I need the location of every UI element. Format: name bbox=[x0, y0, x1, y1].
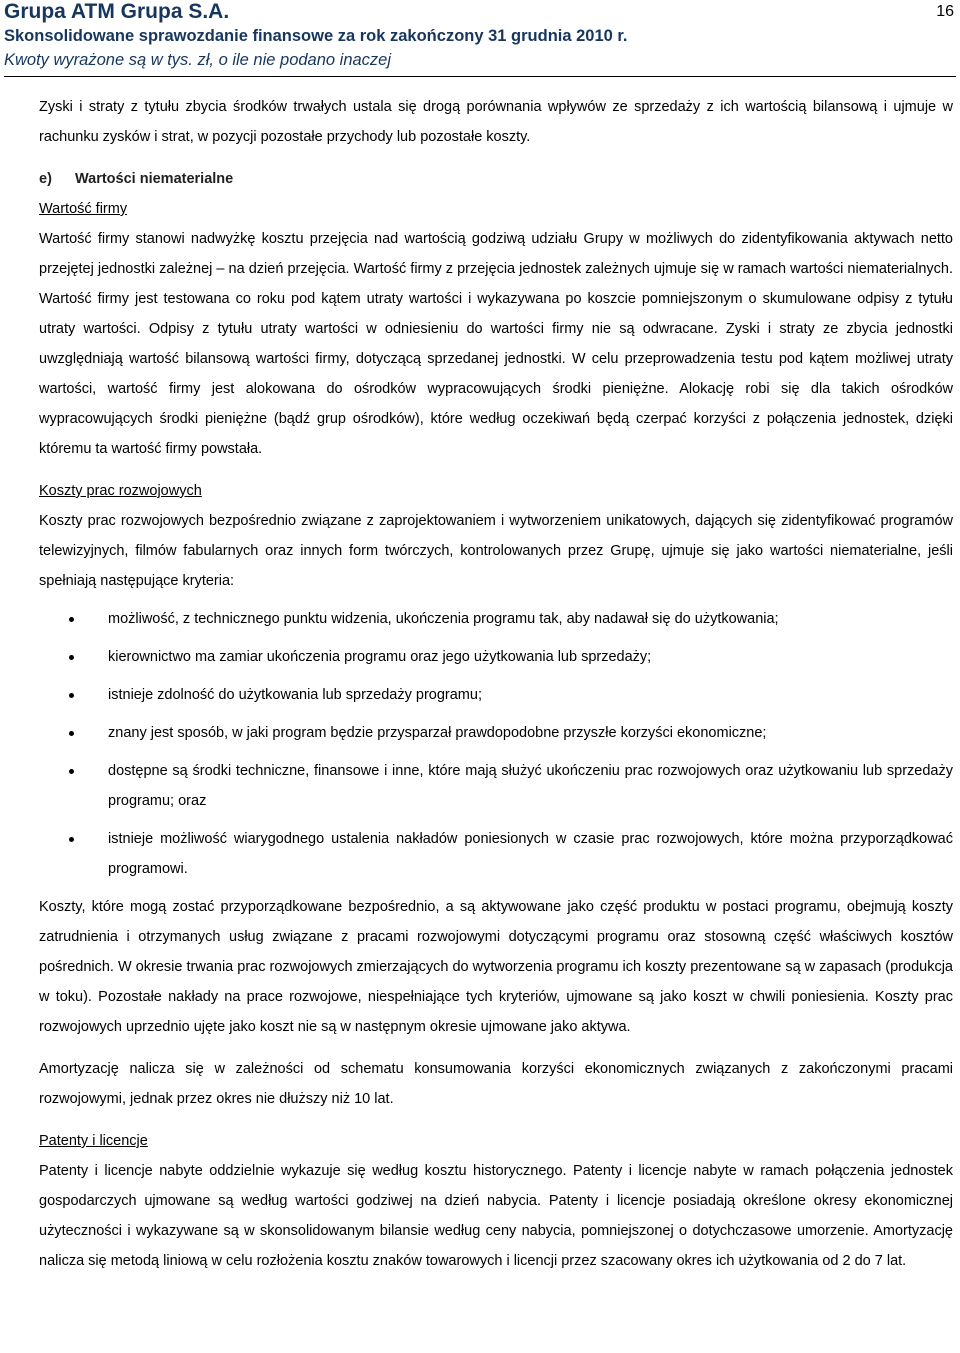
list-item-text: znany jest sposób, w jaki program będzie przysparzał prawdopodobne przyszłe korzyści ekonomiczne; bbox=[108, 725, 767, 741]
document-body bbox=[39, 92, 953, 1276]
list-item bbox=[39, 642, 953, 672]
development-heading: Koszty prac rozwojowych bbox=[39, 483, 202, 499]
list-item bbox=[39, 756, 953, 816]
section-letter: e) bbox=[39, 171, 52, 187]
bullet-icon bbox=[69, 693, 74, 698]
list-item bbox=[39, 604, 953, 634]
units-note: Kwoty wyrażone są w tys. zł, o ile nie podano inaczej bbox=[4, 51, 392, 69]
development-paragraph: Koszty prac rozwojowych bezpośrednio związane z zaprojektowaniem i wytworzeniem unikatowych, dających się zidentyfikować programów telewizyjnych, filmów fabularnych oraz innych form twórczych, kontrolowanych przez Grupę, ujmuje się jako wartości niematerialne, jeśli spełniają następujące kryteria: bbox=[39, 513, 953, 589]
patents-paragraph: Patenty i licencje nabyte oddzielnie wykazuje się według kosztu historycznego. Patenty i licencje nabyte w ramach połączenia jednostek gospodarczych ujmowane są według wartości godziwej na dzień nabycia. Patenty i licencje posiadają określone okresy ekonomicznej użyteczności i wykazywane są w skonsolidowanym bilansie według ceny nabycia, pomniejszonej o dotychczasowe umorzenie. Amortyzację nalicza się metodą liniową w celu rozłożenia kosztu znaków towarowych i licencji przez szacowany okres ich użytkowania od 2 do 7 lat. bbox=[39, 1163, 953, 1269]
list-item-text: istnieje zdolność do użytkowania lub sprzedaży programu; bbox=[108, 687, 482, 703]
page-number: 16 bbox=[936, 3, 954, 20]
header-divider bbox=[4, 76, 956, 77]
goodwill-paragraph: Wartość firmy stanowi nadwyżkę kosztu przejęcia nad wartością godziwą udziału Grupy w możliwych do zidentyfikowania aktywach netto przejętej jednostki zależnej – na dzień przejęcia. Wartość firmy z przejęcia jednostek zależnych ujmuje się w ramach wartości niematerialnych. Wartość firmy jest testowana co roku pod kątem utraty wartości i wykazywana po koszcie pomniejszonym o skumulowane odpisy z tytułu utraty wartości. Odpisy z tytułu utraty wartości w odniesieniu do wartości firmy nie są odwracane. Zyski i straty ze zbycia jednostki uwzględniają wartość bilansową wartości firmy, dotyczącą sprzedanej jednostki. W celu przeprowadzenia testu pod kątem możliwej utraty wartości, wartość firmy jest alokowana do ośrodków wypracowujących środki pieniężne. Alokację robi się dla takich ośrodków wypracowujących środki pieniężne (bądź grup ośrodków), które według oczekiwań będą czerpać korzyści z połączenia jednostek, dzięki któremu ta wartość firmy powstała. bbox=[39, 231, 953, 457]
amortization-paragraph: Amortyzację nalicza się w zależności od schematu konsumowania korzyści ekonomicznych związanych z zakończonymi pracami rozwojowymi, jednak przez okres nie dłuższy niż 10 lat. bbox=[39, 1061, 953, 1107]
bullet-icon bbox=[69, 655, 74, 660]
bullet-icon bbox=[69, 769, 74, 774]
goodwill-heading: Wartość firmy bbox=[39, 201, 128, 217]
section-title: Wartości niematerialne bbox=[75, 171, 234, 187]
list-item bbox=[39, 824, 953, 884]
list-item-text: kierownictwo ma zamiar ukończenia programu oraz jego użytkowania lub sprzedaży; bbox=[108, 649, 652, 665]
list-item-text: dostępne są środki techniczne, finansowe i inne, które mają służyć ukończeniu prac rozwojowych oraz użytkowaniu lub sprzedaży programu; oraz bbox=[108, 763, 953, 809]
company-name: Grupa ATM Grupa S.A. bbox=[4, 0, 230, 23]
intro-paragraph: Zyski i straty z tytułu zbycia środków trwałych ustala się drogą porównania wpływów ze sprzedaży z ich wartością bilansową i ujmuje w rachunku zysków i strat, w pozycji pozostałe przychody lub pozostałe koszty. bbox=[39, 99, 953, 145]
criteria-list bbox=[39, 604, 953, 884]
list-item bbox=[39, 680, 953, 710]
patents-heading: Patenty i licencje bbox=[39, 1133, 148, 1149]
list-item-text: istnieje możliwość wiarygodnego ustalenia nakładów poniesionych w czasie prac rozwojowych, które można przyporządkować programowi. bbox=[108, 831, 953, 877]
bullet-icon bbox=[69, 837, 74, 842]
section-heading bbox=[39, 164, 953, 194]
bullet-icon bbox=[69, 617, 74, 622]
list-item-text: możliwość, z technicznego punktu widzenia, ukończenia programu tak, aby nadawał się do użytkowania; bbox=[108, 611, 779, 627]
bullet-icon bbox=[69, 731, 74, 736]
list-item bbox=[39, 718, 953, 748]
page-header bbox=[4, 0, 956, 72]
development-costs-paragraph: Koszty, które mogą zostać przyporządkowane bezpośrednio, a są aktywowane jako część produktu w postaci programu, obejmują koszty zatrudnienia i otrzymanych usług związane z pracami rozwojowymi dotyczącymi programu oraz stosowną część właściwych kosztów pośrednich. W okresie trwania prac rozwojowych zmierzających do wytworzenia programu ich koszty prezentowane są w zapasach (produkcja w toku). Pozostałe nakłady na prace rozwojowe, niespełniające tych kryteriów, ujmowane są jako koszt w chwili poniesienia. Koszty prac rozwojowych uprzednio ujęte jako koszt nie są w następnym okresie ujmowane jako aktywa. bbox=[39, 899, 953, 1035]
report-title: Skonsolidowane sprawozdanie finansowe za rok zakończony 31 grudnia 2010 r. bbox=[4, 27, 628, 45]
